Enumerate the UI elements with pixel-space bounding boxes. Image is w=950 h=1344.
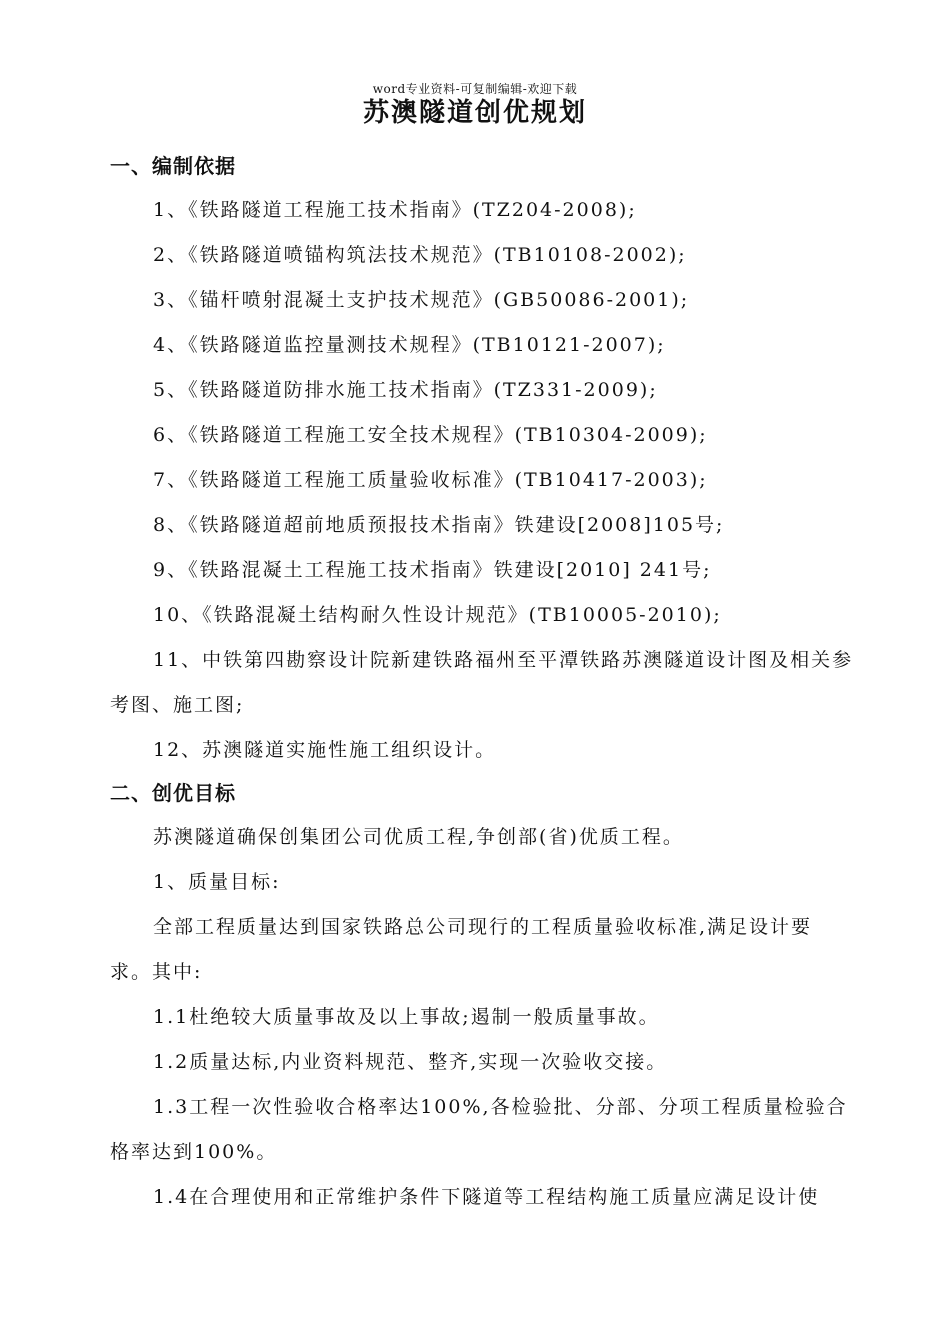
basis-item-12: 12、苏澳隧道实施性施工组织设计。 xyxy=(153,739,497,761)
basis-item-9: 9、《铁路混凝土工程施工技术指南》铁建设[2010] 241号; xyxy=(153,559,712,581)
section-heading-basis: 一、编制依据 xyxy=(110,154,236,178)
basis-item-2: 2、《铁路隧道喷锚构筑法技术规范》(TB10108-2002); xyxy=(153,244,687,266)
quality-goal-1-1: 1.1杜绝较大质量事故及以上事故;遏制一般质量事故。 xyxy=(153,1006,660,1028)
basis-item-11: 11、中铁第四勘察设计院新建铁路福州至平潭铁路苏澳隧道设计图及相关参 xyxy=(153,649,854,671)
quality-goal-heading: 1、质量目标: xyxy=(153,871,281,893)
basis-item-10: 10、《铁路混凝土结构耐久性设计规范》(TB10005-2010); xyxy=(153,604,722,626)
basis-item-6: 6、《铁路隧道工程施工安全技术规程》(TB10304-2009); xyxy=(153,424,708,446)
basis-item-8: 8、《铁路隧道超前地质预报技术指南》铁建设[2008]105号; xyxy=(153,514,725,536)
page-header-note: word专业资料-可复制编辑-欢迎下载 xyxy=(372,82,578,96)
basis-item-5: 5、《铁路隧道防排水施工技术指南》(TZ331-2009); xyxy=(153,379,658,401)
quality-goal-1-2: 1.2质量达标,内业资料规范、整齐,实现一次验收交接。 xyxy=(153,1051,668,1073)
basis-item-1: 1、《铁路隧道工程施工技术指南》(TZ204-2008); xyxy=(153,199,637,221)
basis-item-3: 3、《锚杆喷射混凝土支护技术规范》(GB50086-2001); xyxy=(153,289,690,311)
quality-goal-1-3-continued: 格率达到100%。 xyxy=(110,1141,278,1163)
document-title: 苏澳隧道创优规划 xyxy=(362,98,587,128)
goal-statement: 苏澳隧道确保创集团公司优质工程,争创部(省)优质工程。 xyxy=(153,826,684,848)
quality-goal-text: 全部工程质量达到国家铁路总公司现行的工程质量验收标准,满足设计要 xyxy=(153,916,813,938)
section-heading-goals: 二、创优目标 xyxy=(110,781,236,805)
basis-item-4: 4、《铁路隧道监控量测技术规程》(TB10121-2007); xyxy=(153,334,666,356)
quality-goal-1-3: 1.3工程一次性验收合格率达100%,各检验批、分部、分项工程质量检验合 xyxy=(153,1096,848,1118)
quality-goal-text-continued: 求。其中: xyxy=(110,961,203,983)
quality-goal-1-4: 1.4在合理使用和正常维护条件下隧道等工程结构施工质量应满足设计使 xyxy=(153,1186,820,1208)
basis-item-11-continued: 考图、施工图; xyxy=(110,694,245,716)
basis-item-7: 7、《铁路隧道工程施工质量验收标准》(TB10417-2003); xyxy=(153,469,708,491)
